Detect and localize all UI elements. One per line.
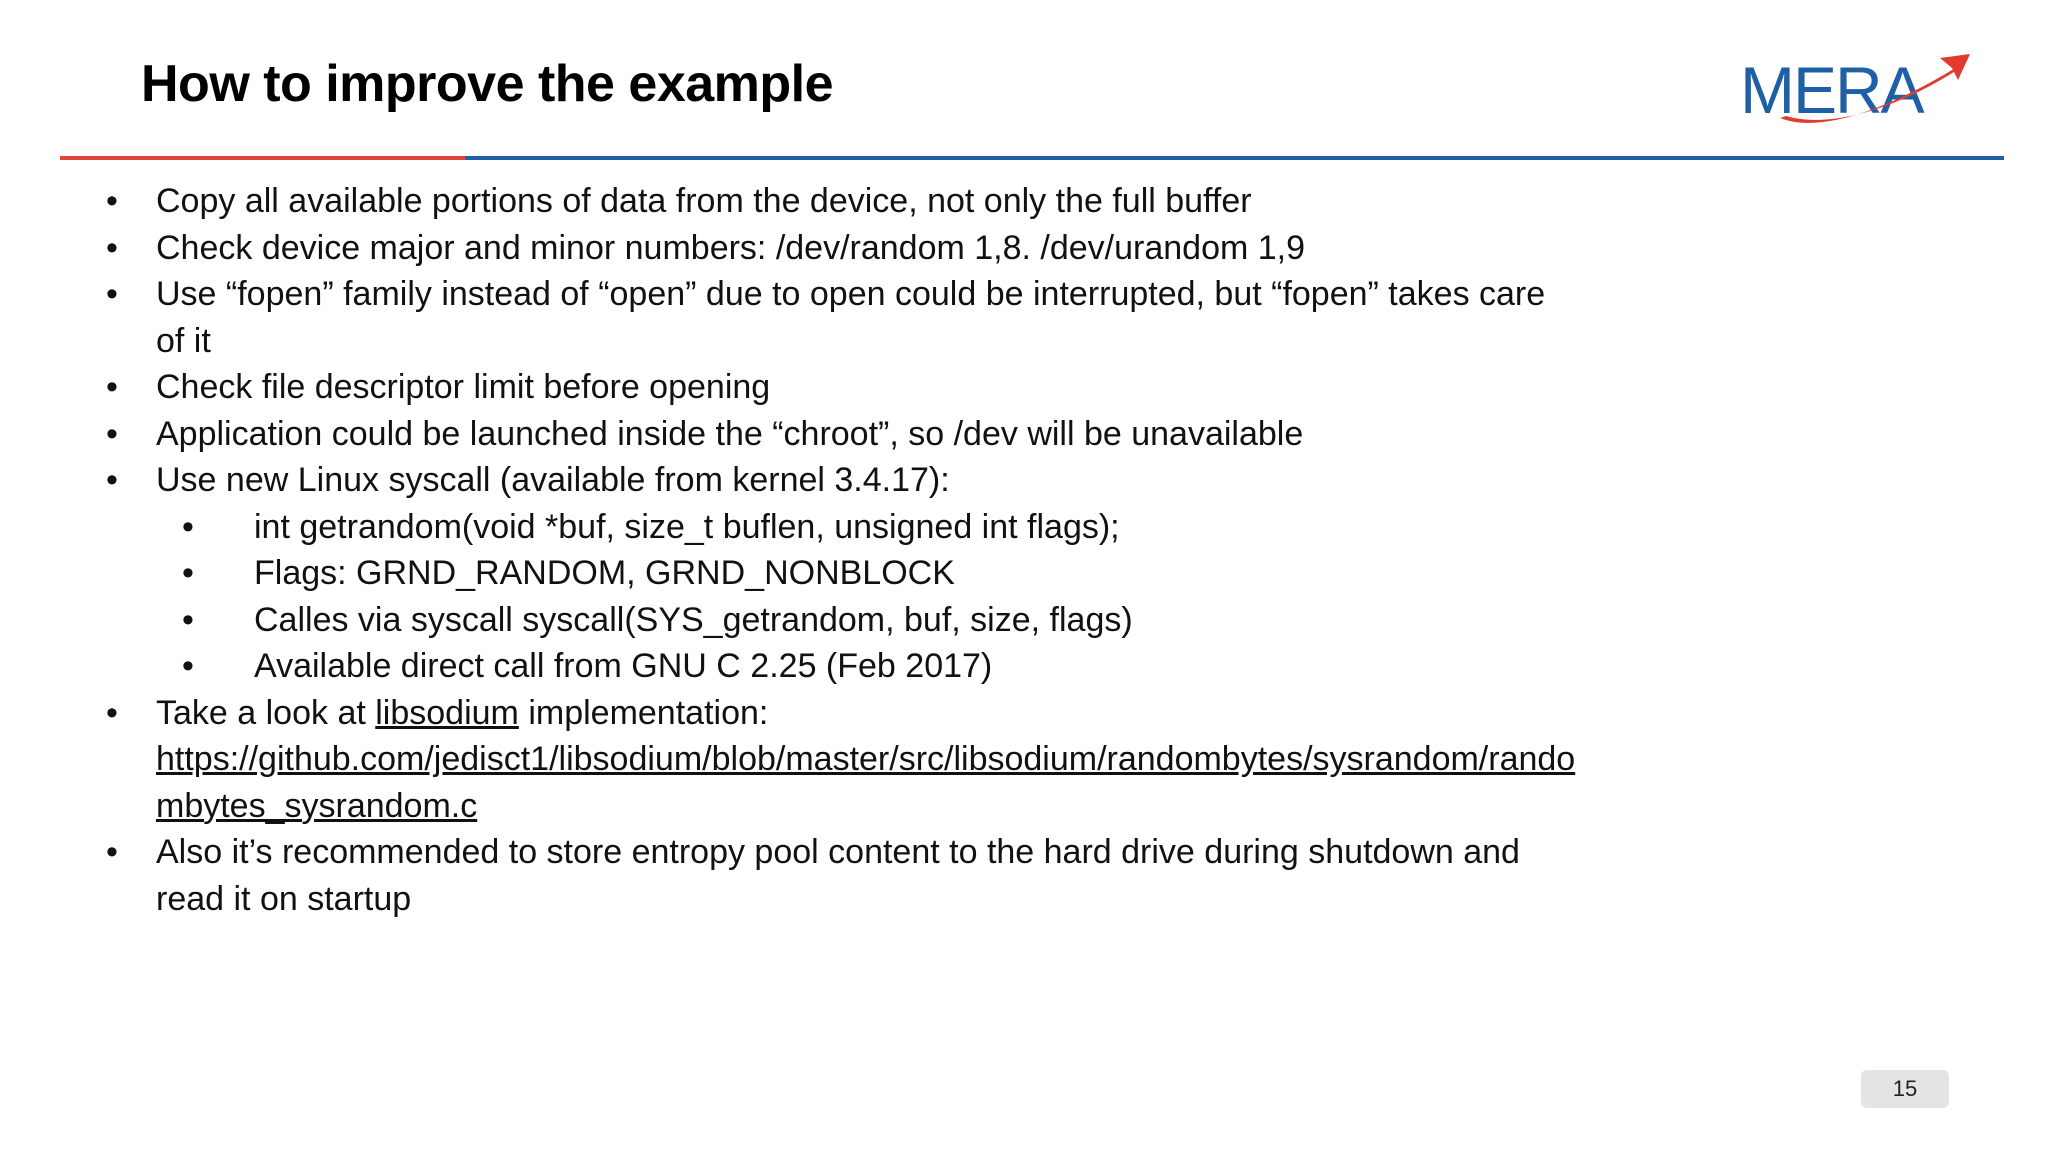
sub-bullet-list	[100, 504, 1580, 690]
bullet-list	[100, 178, 1580, 922]
bullet-item: • Copy all available portions of data from the device, not only the full buffer	[106, 182, 1252, 220]
slide-content	[100, 178, 1580, 922]
bullet-item: • Check file descriptor limit before opening	[106, 368, 771, 406]
bullet-item: • Use “fopen” family instead of “open” due to open could be interrupted, but “fopen” takes care of it	[100, 271, 1580, 364]
divider-blue-segment	[465, 156, 2004, 160]
bullet-item: • Use new Linux syscall (available from kernel 3.4.17):	[106, 461, 950, 499]
sub-bullet-text: Flags: GRND_RANDOM, GRND_NONBLOCK	[254, 554, 955, 592]
bullet-item: • Take a look at libsodium implementation: https://github.com/jedisct1/libsodium/blob/master/src/libsodium/randombytes/sysrandom/randombytes_sysrandom.c	[100, 690, 1580, 830]
bullet-text: Check file descriptor limit before opening	[156, 368, 771, 406]
sub-bullet-item: • Calles via syscall syscall(SYS_getrandom, buf, size, flags)	[100, 597, 1580, 644]
bullet-text: Use “fopen” family instead of “open” due to open could be interrupted, but “fopen” takes care of it	[156, 275, 1546, 360]
bullet-text: Also it’s recommended to store entropy pool content to the hard drive during shutdown and read it on startup	[156, 833, 1520, 918]
bullet-text: Application could be launched inside the “chroot”, so /dev will be unavailable	[156, 414, 1304, 453]
sub-bullet-item: • int getrandom(void *buf, size_t buflen, unsigned int flags);	[100, 504, 1580, 551]
sub-bullet-group	[100, 504, 1580, 690]
logo-text: MERA	[1740, 53, 1923, 127]
slide-title: How to improve the example	[141, 55, 834, 113]
sub-bullet-text: Calles via syscall syscall(SYS_getrandom, buf, size, flags)	[254, 600, 1133, 639]
sub-bullet-text: Available direct call from GNU C 2.25 (Feb 2017)	[254, 647, 993, 685]
bullet-item: • Also it’s recommended to store entropy pool content to the hard drive during shutdown and read it on startup	[100, 829, 1580, 922]
bullet-text: Use new Linux syscall (available from kernel 3.4.17):	[156, 461, 950, 499]
sub-bullet-text: int getrandom(void *buf, size_t buflen, unsigned int flags);	[254, 507, 1120, 546]
mera-logo	[1740, 50, 1970, 130]
page-number: 15	[1861, 1070, 1949, 1108]
sub-bullet-item: • Flags: GRND_RANDOM, GRND_NONBLOCK	[100, 550, 1580, 597]
bullet-text: implementation:	[518, 693, 769, 732]
libsodium-link[interactable]: libsodium	[375, 693, 519, 732]
libsodium-url-link[interactable]: https://github.com/jedisct1/libsodium/blob/master/src/libsodium/randombytes/sysrandom/randombytes_sysrandom.c	[156, 740, 1576, 825]
bullet-text: Take a look at	[156, 693, 376, 732]
divider-red-segment	[60, 156, 465, 160]
sub-bullet-item: • Available direct call from GNU C 2.25 (Feb 2017)	[100, 643, 1580, 690]
logo-swoosh-icon	[1740, 50, 1970, 130]
bullet-text: Copy all available portions of data from the device, not only the full buffer	[156, 182, 1252, 220]
bullet-text: Check device major and minor numbers: /dev/random 1,8. /dev/urandom 1,9	[156, 228, 1306, 267]
bullet-item: • Application could be launched inside the “chroot”, so /dev will be unavailable	[106, 414, 1304, 453]
bullet-item: • Check device major and minor numbers: /dev/random 1,8. /dev/urandom 1,9	[106, 228, 1306, 267]
title-divider	[60, 156, 2004, 160]
